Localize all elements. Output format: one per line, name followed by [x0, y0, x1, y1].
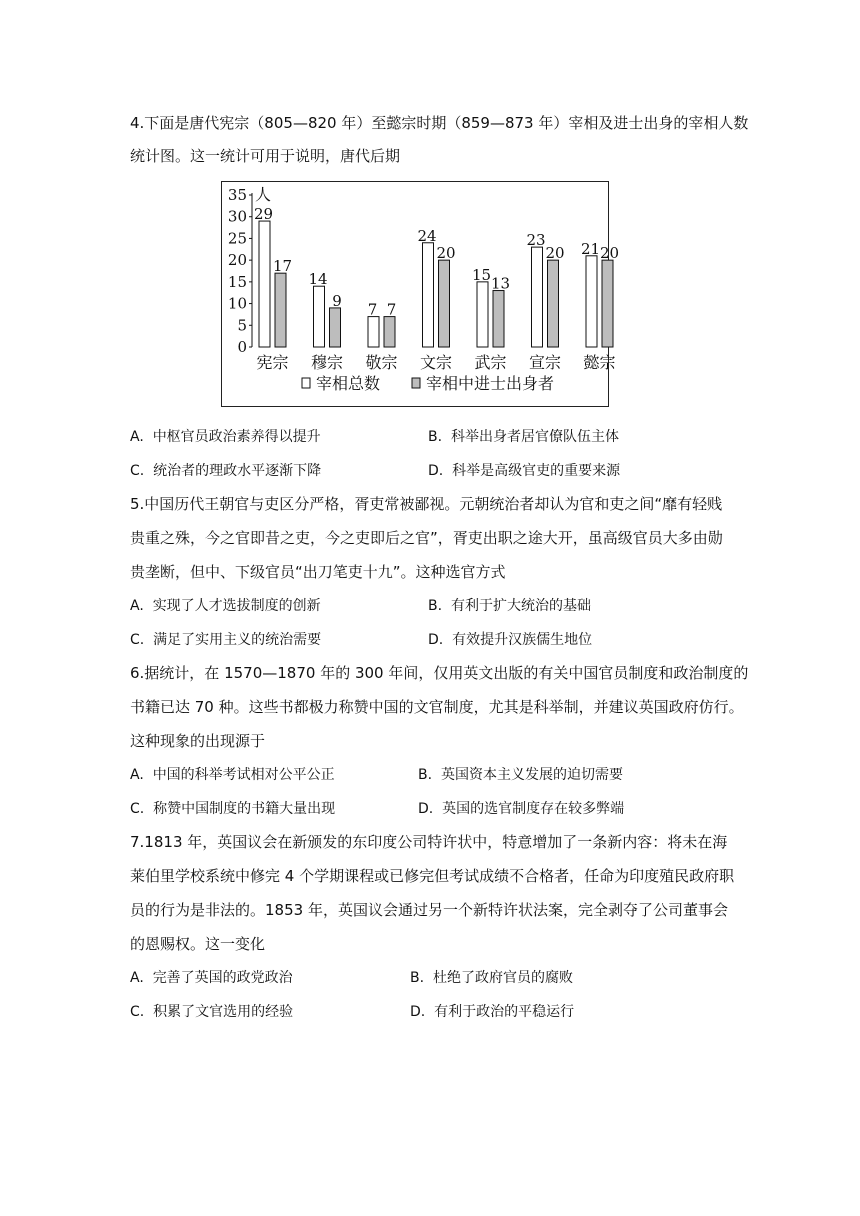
legend-swatch-total — [302, 378, 310, 388]
bar-value-label: 13 — [490, 274, 511, 293]
q6-option-a-text: 中国的科举考试相对公平公正 — [152, 767, 335, 783]
y-tick-label: 35 — [227, 186, 247, 204]
bar-value-label: 20 — [436, 244, 456, 263]
q6-option-b[interactable] — [418, 765, 623, 785]
q4-option-c-text: 统治者的理政水平逐渐下降 — [153, 463, 322, 479]
q6-option-c[interactable] — [130, 799, 335, 819]
q7-stem-line-4: 的恩赐权。这一变化 — [130, 935, 266, 953]
q7-option-b-text: 杜绝了政府官员的腐败 — [432, 970, 573, 986]
q5-option-d-text: 有效提升汉族儒生地位 — [452, 632, 593, 648]
y-tick-label: 15 — [227, 272, 247, 291]
q7-stem-line-2: 莱伯里学校系统中修完 4 个学期课程或已修完但考试成绩不合格者，任命为印度殖民政府职 — [130, 867, 735, 885]
x-category-label: 宣宗 — [528, 353, 562, 372]
q5-stem-line-3: 贵垄断，但中、下级官员“出刀笔吏十九”。这种选官方式 — [130, 563, 506, 581]
legend-label-jinshi: 宰相中进士出身者 — [426, 374, 555, 393]
bar-jinshi — [330, 308, 341, 347]
q5-option-d[interactable] — [428, 630, 592, 650]
bar-total — [532, 247, 543, 347]
bar-value-label: 15 — [471, 265, 492, 284]
legend-swatch-jinshi — [412, 378, 420, 388]
x-category-label: 穆宗 — [310, 353, 344, 372]
q5-option-c-text: 满足了实用主义的统治需要 — [153, 632, 322, 648]
q4-option-d-text: 科举是高级官吏的重要来源 — [452, 463, 621, 479]
q4-stem-line-2: 统计图。这一统计可用于说明，唐代后期 — [130, 147, 401, 165]
q7-option-c-label: C. — [130, 1004, 145, 1020]
bar-value-label: 7 — [367, 300, 378, 319]
bar-value-label: 17 — [272, 257, 293, 276]
q7-stem-line-3: 员的行为是非法的。1853 年，英国议会通过另一个新特许状法案，完全剥夺了公司董事会 — [130, 901, 728, 919]
bar-total — [368, 317, 379, 347]
bar-total — [477, 282, 488, 347]
q4-option-a-text: 中枢官员政治素养得以提升 — [152, 429, 321, 445]
q5-option-b-text: 有利于扩大统治的基础 — [450, 598, 591, 614]
bar-jinshi — [439, 260, 450, 347]
bar-total — [586, 256, 597, 347]
legend-label-total: 宰相总数 — [316, 374, 381, 393]
x-category-label: 宪宗 — [256, 353, 289, 372]
q4-option-b-label: B. — [428, 429, 443, 445]
q5-option-d-label: D. — [428, 632, 444, 648]
q7-option-d[interactable] — [410, 1002, 574, 1022]
x-category-label: 敬宗 — [365, 353, 398, 372]
bar-value-label: 24 — [417, 226, 437, 245]
y-tick-label: 30 — [227, 207, 247, 226]
q5-option-c[interactable] — [130, 630, 321, 650]
q6-stem-line-3: 这种现象的出现源于 — [130, 732, 266, 750]
q7-option-c-text: 积累了文官选用的经验 — [153, 1004, 294, 1020]
q7-option-b[interactable] — [410, 968, 573, 988]
q5-stem-line-2: 贵重之殊，今之官即昔之吏，今之吏即后之官”，胥吏出职之途大开，虽高级官员大多由勋 — [130, 529, 723, 547]
q7-option-d-label: D. — [410, 1004, 426, 1020]
x-category-label: 懿宗 — [583, 353, 616, 372]
q4-stem-line-1: 4.下面是唐代宪宗（805—820 年）至懿宗时期（859—873 年）宰相及进士出身的宰相人数 — [130, 114, 749, 132]
q4-option-a-label: A. — [130, 429, 144, 445]
q6-option-a[interactable] — [130, 765, 335, 785]
q7-option-d-text: 有利于政治的平稳运行 — [434, 1004, 575, 1020]
q6-stem-line-2: 书籍已达 70 种。这些书都极力称赞中国的文官制度，尤其是科举制，并建议英国政府仿行。 — [130, 698, 744, 716]
bar-jinshi — [548, 260, 559, 347]
y-tick-label: 25 — [227, 229, 247, 248]
y-tick-label: 10 — [227, 294, 247, 313]
q4-bar-chart — [221, 181, 620, 407]
bar-value-label: 9 — [332, 291, 342, 310]
q7-option-b-label: B. — [410, 970, 425, 986]
q4-option-c-label: C. — [130, 463, 145, 479]
bar-jinshi — [602, 260, 613, 347]
bar-value-label: 29 — [253, 205, 274, 224]
y-axis-unit-label: 人 — [255, 185, 272, 204]
x-category-label: 武宗 — [474, 353, 507, 372]
y-tick-label: 5 — [237, 316, 247, 335]
q7-option-c[interactable] — [130, 1002, 293, 1022]
q4-option-a[interactable] — [130, 427, 321, 447]
q6-option-c-text: 称赞中国制度的书籍大量出现 — [153, 801, 336, 817]
chart-canvas — [222, 182, 620, 406]
bar-value-label: 21 — [580, 239, 601, 258]
q7-option-a-label: A. — [130, 970, 144, 986]
bar-jinshi — [493, 291, 504, 347]
bar-value-label: 20 — [599, 244, 620, 263]
x-category-label: 文宗 — [419, 353, 453, 372]
q6-option-b-text: 英国资本主义发展的迫切需要 — [440, 767, 623, 783]
q5-stem-line-1: 5.中国历代王朝官与吏区分严格，胥吏常被鄙视。元朝统治者却认为官和吏之间“靡有轻贱 — [130, 495, 723, 513]
bar-total — [423, 243, 434, 347]
q6-option-a-label: A. — [130, 767, 144, 783]
q7-option-a-text: 完善了英国的政党政治 — [152, 970, 293, 986]
bar-jinshi — [384, 317, 395, 347]
q4-option-b-text: 科举出身者居官僚队伍主体 — [450, 429, 619, 445]
q6-option-d-label: D. — [418, 801, 434, 817]
q4-option-d-label: D. — [428, 463, 444, 479]
y-tick-label: 20 — [227, 251, 247, 270]
y-tick-label: 0 — [237, 338, 247, 356]
bar-value-label: 20 — [545, 244, 565, 263]
bar-value-label: 23 — [526, 231, 546, 250]
q5-option-b-label: B. — [428, 598, 443, 614]
q5-option-c-label: C. — [130, 632, 145, 648]
q5-option-a[interactable] — [130, 596, 321, 616]
q4-option-b[interactable] — [428, 427, 619, 447]
q7-stem-line-1: 7.1813 年，英国议会在新颁发的东印度公司特许状中，特意增加了一条新内容：将未在海 — [130, 833, 728, 851]
q5-option-a-text: 实现了人才选拔制度的创新 — [152, 598, 321, 614]
bar-value-label: 14 — [308, 270, 328, 289]
q5-option-a-label: A. — [130, 598, 144, 614]
q6-option-c-label: C. — [130, 801, 145, 817]
q4-option-d[interactable] — [428, 461, 620, 481]
q4-option-c[interactable] — [130, 461, 321, 481]
q5-option-b[interactable] — [428, 596, 591, 616]
q7-option-a[interactable] — [130, 968, 293, 988]
q6-option-b-label: B. — [418, 767, 433, 783]
bar-value-label: 7 — [386, 300, 397, 319]
bar-total — [314, 286, 325, 347]
q6-option-d-text: 英国的选官制度存在较多弊端 — [442, 801, 625, 817]
q6-option-d[interactable] — [418, 799, 624, 819]
q6-stem-line-1: 6.据统计，在 1570—1870 年的 300 年间，仅用英文出版的有关中国官员制度和政治制度的 — [130, 664, 749, 682]
bar-jinshi — [275, 273, 286, 347]
bar-total — [259, 221, 270, 347]
